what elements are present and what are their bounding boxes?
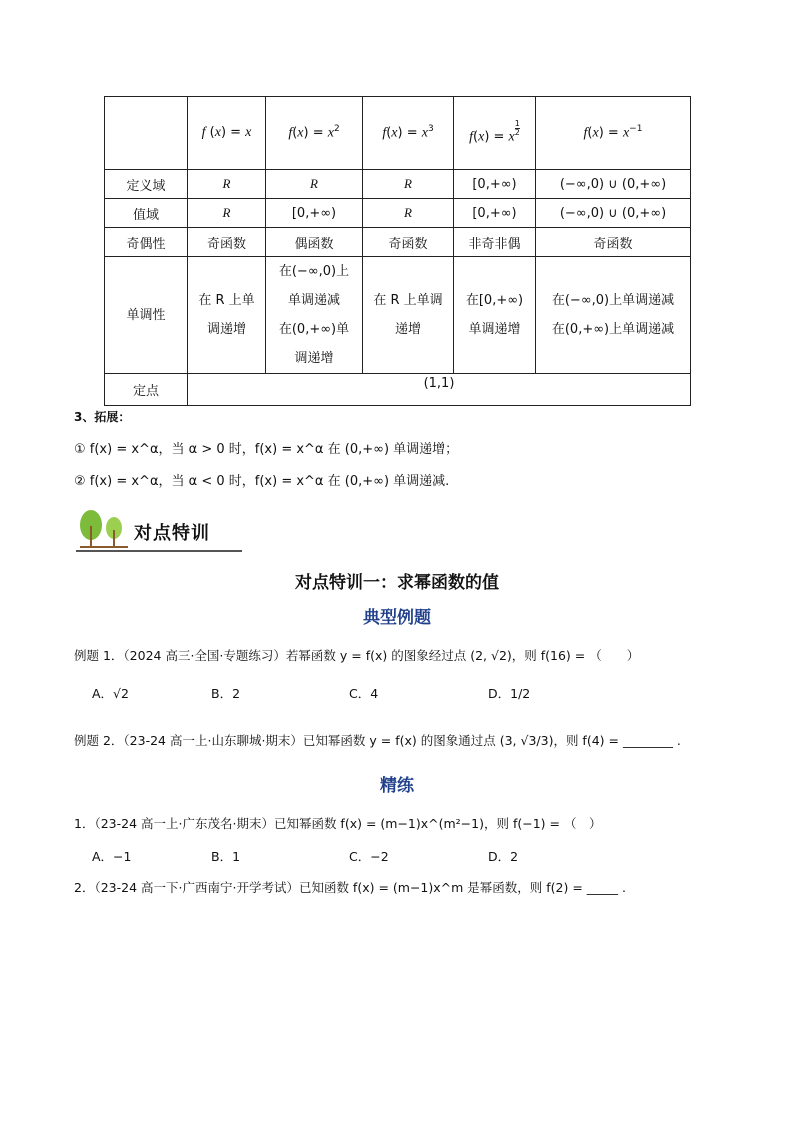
- extension-heading: 3、拓展：: [74, 410, 131, 424]
- practice-1-question: 1．（23-24 高一上·广东茂名·期末）已知幂函数 f(x) = (m−1)x^(m²−1)，则 f(−1) = （ ）: [74, 816, 602, 831]
- range-cell: R: [188, 199, 266, 228]
- power-function-table: [104, 96, 691, 406]
- monotonicity-cell: [188, 257, 266, 374]
- mono-line: 在 R 上单调: [373, 293, 443, 308]
- example-1-question: 例题 1．（2024 高三·全国·专题练习）若幂函数 y = f(x) 的图象经过点 (2, √2)，则 f(16) = （ ）: [74, 648, 640, 663]
- domain-cell: R: [266, 170, 363, 199]
- header-f-x: f (x) = x: [188, 97, 266, 170]
- domain-cell: R: [363, 170, 454, 199]
- row-label-parity: 奇偶性: [105, 228, 188, 257]
- example-1-option-b: B．2: [211, 686, 241, 701]
- example-1-option-a: A．√2: [92, 686, 129, 701]
- mono-line: 在(0,+∞)单: [278, 322, 350, 337]
- domain-cell: (−∞,0) ∪ (0,+∞): [536, 170, 691, 199]
- mono-line: 单调递减: [287, 293, 340, 308]
- mono-line: 在 R 上单: [198, 293, 255, 308]
- monotonicity-cell: [536, 257, 691, 374]
- monotonicity-cell: [454, 257, 536, 374]
- practice-1-option-a: A．−1: [92, 849, 132, 864]
- mono-line: 在(−∞,0)上: [278, 264, 350, 279]
- domain-cell: R: [188, 170, 266, 199]
- parity-cell: 非奇非偶: [454, 228, 536, 257]
- mono-line: 在(−∞,0)上单调递减: [551, 293, 675, 308]
- mono-line: 单调递增: [468, 322, 521, 337]
- example-1-option-d: D．1/2: [488, 686, 531, 701]
- row-label-range: 值域: [105, 199, 188, 228]
- monotonicity-cell: [363, 257, 454, 374]
- mono-line: 在[0,+∞): [465, 293, 524, 308]
- section-title: 对点特训一：求幂函数的值: [295, 573, 499, 593]
- range-cell: (−∞,0) ∪ (0,+∞): [536, 199, 691, 228]
- practice-1-option-b: B．1: [211, 849, 241, 864]
- practice-heading: 精练: [380, 776, 414, 796]
- examples-heading: 典型例题: [363, 608, 431, 628]
- banner-underline: [76, 550, 242, 552]
- header-f-x-half: f(x) = x $\frac{1}{2}$: [454, 97, 536, 170]
- tree-icon: [76, 506, 132, 552]
- parity-cell: 奇函数: [363, 228, 454, 257]
- example-1-option-c: C．4: [349, 686, 379, 701]
- section-banner: [76, 506, 242, 552]
- range-cell: [0,+∞): [454, 199, 536, 228]
- practice-1-option-c: C．−2: [349, 849, 389, 864]
- parity-cell: 奇函数: [188, 228, 266, 257]
- parity-cell: 奇函数: [536, 228, 691, 257]
- practice-1-option-d: D．2: [488, 849, 519, 864]
- domain-cell: [0,+∞): [454, 170, 536, 199]
- range-cell: [0,+∞): [266, 199, 363, 228]
- extension-item-1: ① f(x) = x^α，当 α > 0 时，f(x) = x^α 在 (0,+∞) 单调递增；: [74, 442, 459, 457]
- mono-line: 递增: [394, 322, 421, 337]
- range-cell: R: [363, 199, 454, 228]
- practice-2-question: 2．（23-24 高一下·广西南宁·开学考试）已知函数 f(x) = (m−1)x^m 是幂函数，则 f(2) = _____ .: [74, 880, 626, 895]
- mono-line: 调递增: [206, 322, 246, 337]
- table-corner-cell: [105, 97, 188, 170]
- parity-cell: 偶函数: [266, 228, 363, 257]
- row-label-fixed-point: 定点: [105, 374, 188, 406]
- banner-title: 对点特训: [134, 523, 210, 544]
- header-f-x-squared: $f(x) = x^2$: [266, 97, 363, 170]
- header-f-x-inverse: $f(x) = x^{-1}$: [536, 97, 691, 170]
- row-label-monotonicity: 单调性: [105, 257, 188, 374]
- fixed-point-cell: (1,1): [188, 374, 691, 406]
- mono-line: 调递增: [294, 351, 334, 366]
- extension-item-2: ② f(x) = x^α，当 α < 0 时，f(x) = x^α 在 (0,+∞) 单调递减.: [74, 474, 450, 489]
- header-f-x-cubed: $f(x) = x^3$: [363, 97, 454, 170]
- monotonicity-cell: [266, 257, 363, 374]
- example-2-question: 例题 2．（23-24 高一上·山东聊城·期末）已知幂函数 y = f(x) 的图象通过点 (3, √3/3)，则 f(4) = ________ .: [74, 733, 681, 748]
- mono-line: 在(0,+∞)上单调递减: [551, 322, 675, 337]
- row-label-domain: 定义域: [105, 170, 188, 199]
